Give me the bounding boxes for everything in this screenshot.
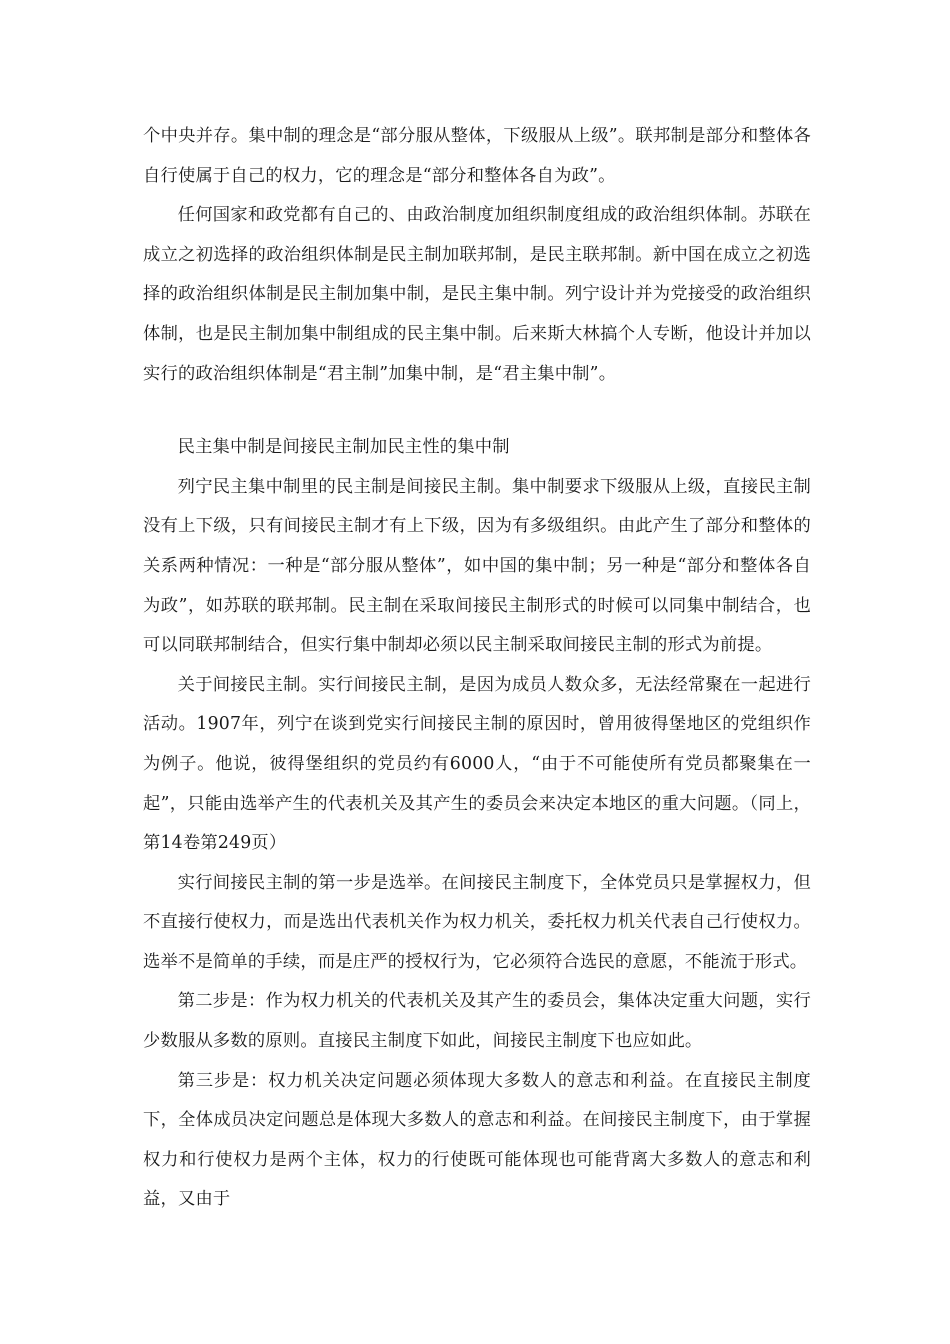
paragraph-political-system: 任何国家和政党都有自己的、由政治制度加组织制度组成的政治组织体制。苏联在成立之初选择的政治组织体制是民主制加联邦制，是民主联邦制。新中国在成立之初选择的政治组织体制是民主制加集中制，是民主集中制。列宁设计并为党接受的政治组织体制，也是民主制加集中制组成的民主集中制。后来斯大林搞个人专断，他设计并加以实行的政治组织体制是“君主制”加集中制，是“君主集中制”。 <box>143 205 811 384</box>
document-page <box>143 117 811 1220</box>
paragraph-indirect-democracy: 列宁民主集中制里的民主制是间接民主制。集中制要求下级服从上级，直接民主制没有上下级，只有间接民主制才有上下级，因为有多级组织。由此产生了部分和整体的关系两种情况：一种是“部分服从整体”，如中国的集中制；另一种是“部分和整体各自为政”，如苏联的联邦制。民主制在采取间接民主制形式的时候可以同集中制结合，也可以同联邦制结合，但实行集中制却必须以民主制采取间接民主制的形式为前提。 <box>143 476 811 656</box>
paragraph-step-three: 第三步是：权力机关决定问题必须体现大多数人的意志和利益。在直接民主制度下，全体成员决定问题总是体现大多数人的意志和利益。在间接民主制度下，由于掌握权力和行使权力是两个主体，权力的行使既可能体现也可能背离大多数人的意志和利益，又由于 <box>143 1070 811 1210</box>
paragraph-step-two: 第二步是：作为权力机关的代表机关及其产生的委员会，集体决定重大问题，实行少数服从多数的原则。直接民主制度下如此，间接民主制度下也应如此。 <box>143 991 811 1052</box>
paragraph-about-indirect-democracy: 关于间接民主制。实行间接民主制，是因为成员人数众多，无法经常聚在一起进行活动。1907年，列宁在谈到党实行间接民主制的原因时，曾用彼得堡地区的党组织作为例子。他说，彼得堡组织的党员约有6000人，“由于不可能使所有党员都聚集在一起”，只能由选举产生的代表机关及其产生的委员会来决定本地区的重大问题。（同上，第14卷第249页） <box>143 674 811 854</box>
paragraph-step-one: 实行间接民主制的第一步是选举。在间接民主制度下，全体党员只是掌握权力，但不直接行使权力，而是选出代表机关作为权力机关，委托权力机关代表自己行使权力。选举不是简单的手续，而是庄严的授权行为，它必须符合选民的意愿，不能流于形式。 <box>143 872 811 972</box>
paragraph-continued: 个中央并存。集中制的理念是“部分服从整体，下级服从上级”。联邦制是部分和整体各自行使属于自己的权力，它的理念是“部分和整体各自为政”。 <box>143 126 811 186</box>
section-spacer <box>143 394 811 428</box>
section-heading: 民主集中制是间接民主制加民主性的集中制 <box>177 437 510 458</box>
